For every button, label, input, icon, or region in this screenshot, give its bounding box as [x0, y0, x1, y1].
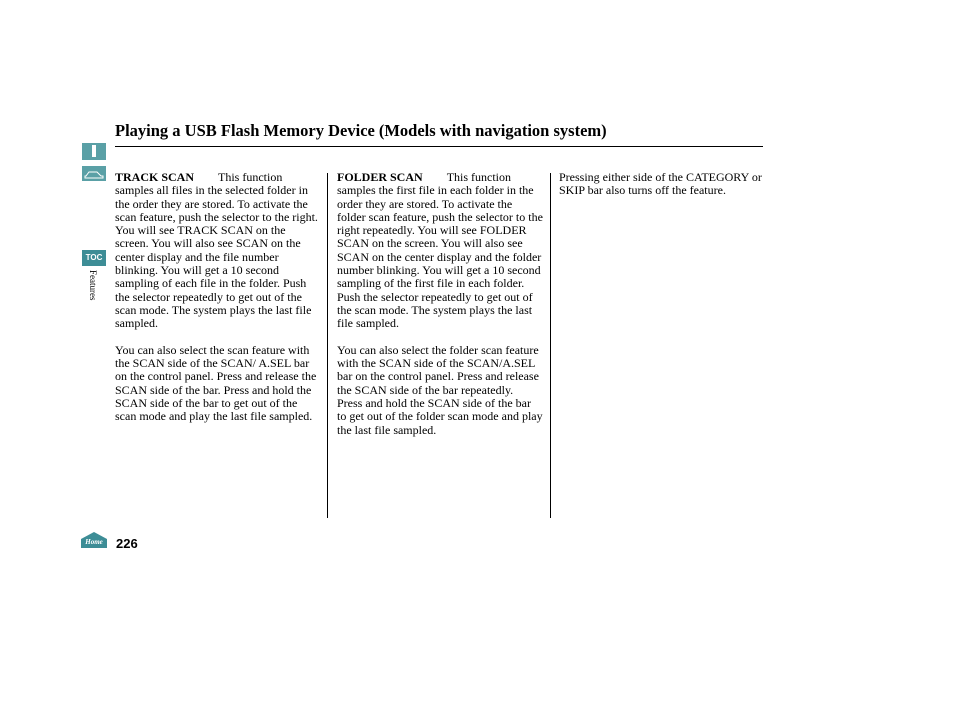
title-rule — [115, 146, 763, 147]
paragraph: Press and hold the SCAN side of the bar to get out of the folder scan mode and play the last file sampled. — [337, 396, 543, 437]
paragraph: You can also select the folder scan feature with the SCAN side of the SCAN/A.SEL bar on the control panel. Press and release the SCAN side of the bar repeatedly. — [337, 342, 539, 397]
paragraph-text: This function samples all files in the selected folder in the order they are stored. To activate the scan feature, push the selector to the right. You will see TRACK SCAN on the screen. You will also see SCAN on the center display and the file number blinking. You will get a 10 second sampling of each file in the folder. Push the selector repeatedly to get out of the scan mode. The system plays the last file sampled. — [115, 170, 318, 331]
section-heading: TRACK SCAN — [115, 170, 195, 184]
toc-button[interactable]: TOC — [82, 250, 106, 266]
home-icon[interactable] — [80, 531, 108, 549]
paragraph — [337, 171, 543, 331]
title-subtitle: (Models with navigation system) — [378, 121, 607, 140]
column-folder-scan — [337, 171, 543, 450]
page-number: 226 — [116, 536, 138, 551]
paragraph: Pressing either side of the CATEGORY or SKIP bar also turns off the feature. — [559, 170, 762, 198]
paragraph — [115, 171, 321, 331]
column-divider — [327, 173, 328, 518]
car-icon[interactable] — [82, 166, 106, 181]
section-heading: FOLDER SCAN — [337, 170, 423, 184]
section-label: Features — [88, 270, 98, 301]
info-icon[interactable] — [82, 143, 106, 160]
paragraph: You can also select the scan feature with the SCAN side of the SCAN/ A.SEL bar on the control panel. Press and release the SCAN side of the bar. Press and hold the SCAN side of the bar to get out of the scan mode and play the last file sampled. — [115, 342, 317, 424]
home-label: Home — [85, 538, 103, 546]
title-main: Playing a USB Flash Memory Device — [115, 121, 375, 140]
column-divider — [550, 173, 551, 518]
page-title — [115, 121, 763, 141]
column-track-scan — [115, 171, 321, 437]
car-glyph — [82, 166, 106, 181]
info-glyph — [92, 145, 96, 157]
paragraph-text: This function samples the first file in each folder in the order they are stored. To activate the folder scan feature, push the selector to the right repeatedly. You will see FOLDER SCAN on the screen. You will also see SCAN on the center display and the folder number blinking. You will get a 10 second sampling of the first file in each folder. Push the selector repeatedly to get out of the scan mode. The system plays the last file sampled. — [337, 170, 543, 331]
column-note — [559, 171, 765, 211]
